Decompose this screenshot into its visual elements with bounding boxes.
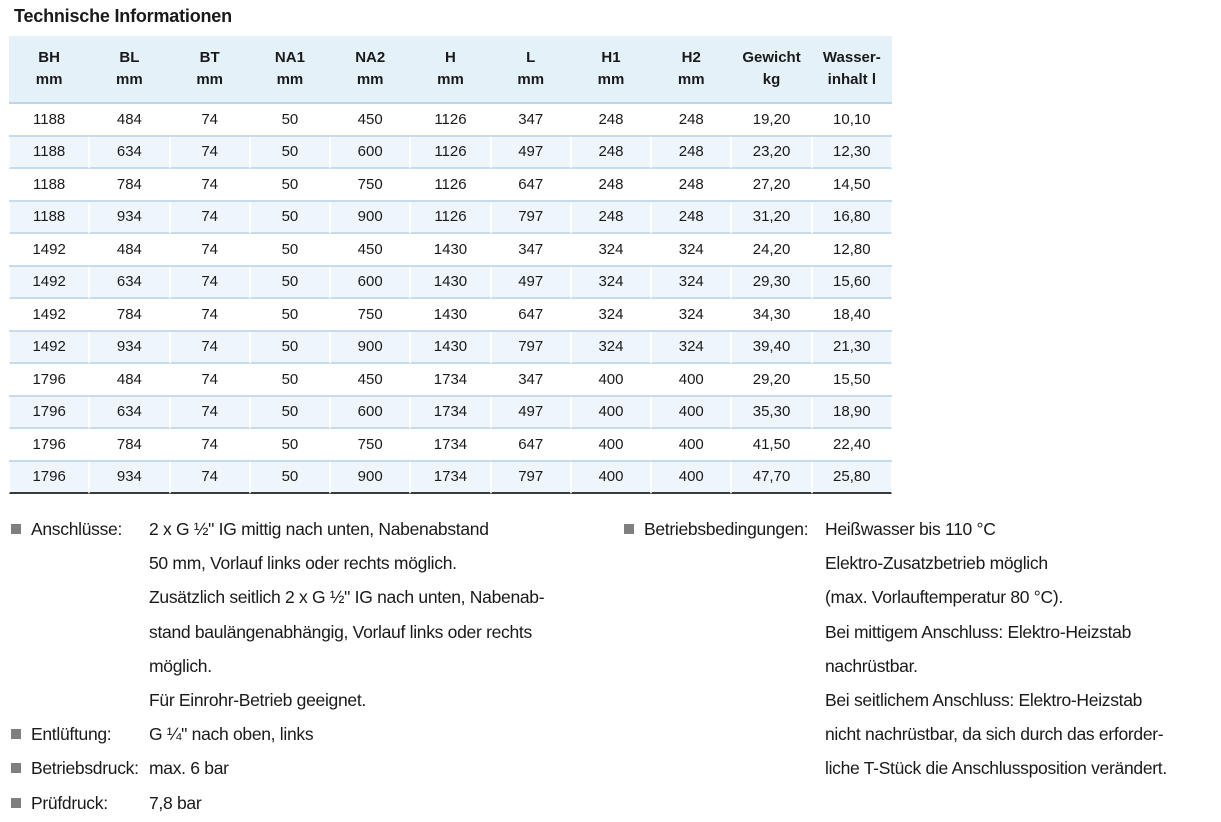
table-cell: 23,20	[731, 137, 811, 170]
spec-value: stand baulängenabhängig, Vorlauf links oder rechts	[149, 621, 532, 642]
table-cell: 497	[491, 137, 571, 170]
table-cell: 934	[89, 462, 169, 495]
table-cell: 248	[651, 137, 731, 170]
table-cell: 74	[170, 397, 250, 430]
table-cell: 1188	[9, 104, 89, 137]
table-cell: 347	[491, 234, 571, 267]
table-cell: 347	[491, 364, 571, 397]
spec-line	[11, 580, 611, 614]
table-cell: 497	[491, 267, 571, 300]
table-cell: 600	[330, 397, 410, 430]
table-cell: 21,30	[812, 332, 892, 365]
spec-label: Anschlüsse:	[31, 519, 123, 539]
spec-value: G ¼" nach oben, links	[149, 724, 314, 745]
table-cell: 19,20	[731, 104, 811, 137]
table-cell: 50	[250, 169, 330, 202]
table-cell: 248	[651, 104, 731, 137]
table-cell: 74	[170, 137, 250, 170]
table-row	[9, 169, 892, 202]
table-cell: 400	[571, 429, 651, 462]
table-cell: 1430	[410, 234, 490, 267]
table-cell: 1734	[410, 462, 490, 495]
table-cell: 1796	[9, 364, 89, 397]
table-cell: 41,50	[731, 429, 811, 462]
table-cell: 900	[330, 332, 410, 365]
specs-list-left	[11, 512, 611, 820]
column-header-unit: mm	[35, 71, 63, 88]
spec-line	[624, 649, 1214, 683]
table-cell: 1492	[9, 299, 89, 332]
column-header-name: NA1	[274, 49, 305, 66]
spec-line	[11, 751, 611, 785]
square-bullet-icon	[624, 524, 634, 534]
table-cell: 450	[330, 104, 410, 137]
spec-line	[624, 615, 1214, 649]
table-cell: 900	[330, 462, 410, 495]
table-cell: 1734	[410, 429, 490, 462]
table-row	[9, 267, 892, 300]
table-cell: 600	[330, 267, 410, 300]
table-cell: 784	[89, 169, 169, 202]
square-bullet-icon	[11, 798, 21, 808]
column-header-name: H	[445, 49, 456, 66]
spec-line	[624, 717, 1214, 751]
spec-value: 2 x G ½" IG mittig nach unten, Nabenabstand	[149, 519, 489, 539]
table-cell: 1796	[9, 462, 89, 495]
table-cell: 324	[651, 267, 731, 300]
column-header-name: Gewicht	[742, 49, 801, 66]
spec-value: Zusätzlich seitlich 2 x G ½" IG nach unten, Nabenab-	[149, 587, 545, 608]
table-cell: 784	[89, 299, 169, 332]
spec-value: Bei seitlichem Anschluss: Elektro-Heizstab	[825, 689, 1143, 710]
table-cell: 248	[571, 169, 651, 202]
table-row	[9, 332, 892, 365]
table-cell: 1430	[410, 299, 490, 332]
table-cell: 324	[651, 234, 731, 267]
table-cell: 347	[491, 104, 571, 137]
column-header-name: L	[526, 49, 536, 66]
table-cell: 74	[170, 429, 250, 462]
table-cell: 74	[170, 364, 250, 397]
table-cell: 1188	[9, 137, 89, 170]
table-cell: 50	[250, 429, 330, 462]
spec-value: (max. Vorlauftemperatur 80 °C).	[825, 587, 1063, 608]
spec-line	[11, 546, 611, 580]
table-cell: 400	[571, 397, 651, 430]
spec-value: möglich.	[149, 655, 212, 676]
table-cell: 1796	[9, 397, 89, 430]
table-cell: 14,50	[812, 169, 892, 202]
page-title: Technische Informationen	[14, 6, 232, 26]
table-cell: 750	[330, 169, 410, 202]
spec-line	[624, 751, 1214, 785]
spec-line	[624, 683, 1214, 717]
table-cell: 784	[89, 429, 169, 462]
table-row	[9, 104, 892, 137]
table-cell: 1188	[9, 169, 89, 202]
column-header	[9, 36, 89, 104]
table-cell: 74	[170, 267, 250, 300]
spec-label: Prüfdruck:	[31, 792, 108, 813]
spec-value: nachrüstbar.	[825, 655, 918, 676]
table-cell: 15,50	[812, 364, 892, 397]
spec-line	[624, 546, 1214, 580]
column-header	[330, 36, 410, 104]
table-cell: 634	[89, 267, 169, 300]
table-cell: 248	[571, 104, 651, 137]
column-header-name: BT	[199, 49, 220, 66]
table-cell: 50	[250, 332, 330, 365]
table-cell: 750	[330, 299, 410, 332]
table-cell: 497	[491, 397, 571, 430]
table-cell: 50	[250, 267, 330, 300]
spec-line	[624, 512, 1214, 546]
table-cell: 934	[89, 332, 169, 365]
table-cell: 1126	[410, 104, 490, 137]
table-header-row	[9, 36, 892, 104]
spec-value: liche T-Stück die Anschlussposition verändert.	[825, 758, 1167, 779]
spec-label: Entlüftung:	[31, 724, 112, 745]
table-cell: 248	[571, 137, 651, 170]
table-cell: 50	[250, 364, 330, 397]
spec-line	[11, 615, 611, 649]
table-cell: 27,20	[731, 169, 811, 202]
table-cell: 16,80	[812, 202, 892, 235]
column-header-unit: mm	[276, 71, 304, 88]
column-header-name: H2	[681, 49, 701, 66]
table-row	[9, 364, 892, 397]
table-cell: 248	[651, 169, 731, 202]
table-cell: 647	[491, 299, 571, 332]
table-cell: 35,30	[731, 397, 811, 430]
table-cell: 647	[491, 429, 571, 462]
column-header-unit: mm	[517, 71, 545, 88]
table-cell: 12,30	[812, 137, 892, 170]
table-cell: 1126	[410, 169, 490, 202]
table-cell: 634	[89, 137, 169, 170]
column-header-name: NA2	[355, 49, 386, 66]
table-cell: 484	[89, 104, 169, 137]
table-cell: 25,80	[812, 462, 892, 495]
table-cell: 12,80	[812, 234, 892, 267]
table-row	[9, 429, 892, 462]
table-cell: 750	[330, 429, 410, 462]
table-cell: 1734	[410, 364, 490, 397]
table-cell: 248	[571, 202, 651, 235]
table-cell: 484	[89, 234, 169, 267]
square-bullet-icon	[11, 763, 21, 773]
table-cell: 484	[89, 364, 169, 397]
table-cell: 74	[170, 169, 250, 202]
spec-line	[11, 683, 611, 717]
table-cell: 797	[491, 202, 571, 235]
spec-line	[624, 580, 1214, 614]
table-cell: 50	[250, 104, 330, 137]
table-cell: 1126	[410, 137, 490, 170]
table-cell: 248	[651, 202, 731, 235]
spec-label: Betriebsbedingungen:	[644, 519, 809, 539]
column-header-unit: mm	[356, 71, 384, 88]
table-cell: 324	[571, 332, 651, 365]
table-cell: 29,20	[731, 364, 811, 397]
square-bullet-icon	[11, 729, 21, 739]
column-header-name: BH	[38, 49, 60, 66]
table-cell: 450	[330, 234, 410, 267]
table-row	[9, 397, 892, 430]
spec-label: Betriebsdruck:	[31, 758, 139, 779]
table-cell: 324	[571, 267, 651, 300]
column-header	[731, 36, 811, 104]
table-cell: 400	[571, 462, 651, 495]
table-cell: 50	[250, 137, 330, 170]
table-cell: 74	[170, 202, 250, 235]
table-cell: 29,30	[731, 267, 811, 300]
spec-value: Elektro-Zusatzbetrieb möglich	[825, 553, 1048, 574]
column-header	[410, 36, 490, 104]
table-cell: 74	[170, 234, 250, 267]
spec-value: Heißwasser bis 110 °C	[825, 519, 996, 539]
table-cell: 324	[571, 234, 651, 267]
table-cell: 22,40	[812, 429, 892, 462]
column-header	[491, 36, 571, 104]
spec-value: nicht nachrüstbar, da sich durch das erforder-	[825, 724, 1164, 745]
column-header-unit: mm	[196, 71, 223, 88]
table-cell: 1430	[410, 267, 490, 300]
specs-list-right	[624, 512, 1214, 786]
table-cell: 400	[651, 462, 731, 495]
spec-line	[11, 786, 611, 820]
table-cell: 324	[651, 332, 731, 365]
table-cell: 324	[571, 299, 651, 332]
column-header-unit: mm	[597, 71, 625, 88]
table-cell: 1796	[9, 429, 89, 462]
column-header-name: Wasser-	[822, 49, 881, 66]
table-cell: 74	[170, 462, 250, 495]
spec-line	[11, 649, 611, 683]
table-cell: 34,30	[731, 299, 811, 332]
spec-value: 7,8 bar	[149, 792, 202, 813]
table-cell: 1126	[410, 202, 490, 235]
technical-data-table	[9, 36, 892, 494]
table-cell: 24,20	[731, 234, 811, 267]
column-header-unit: mm	[437, 71, 464, 88]
table-cell: 39,40	[731, 332, 811, 365]
column-header	[651, 36, 731, 104]
column-header	[89, 36, 169, 104]
spec-value: 50 mm, Vorlauf links oder rechts möglich.	[149, 553, 457, 574]
table-cell: 634	[89, 397, 169, 430]
table-cell: 450	[330, 364, 410, 397]
table-row	[9, 462, 892, 495]
table-row	[9, 299, 892, 332]
table-cell: 400	[651, 364, 731, 397]
table-cell: 31,20	[731, 202, 811, 235]
table-cell: 18,40	[812, 299, 892, 332]
table-body	[9, 104, 892, 494]
table-row	[9, 137, 892, 170]
spec-value: max. 6 bar	[149, 758, 229, 779]
table-cell: 10,10	[812, 104, 892, 137]
table-cell: 900	[330, 202, 410, 235]
spec-value: Bei mittigem Anschluss: Elektro-Heizstab	[825, 621, 1132, 642]
table-cell: 400	[571, 364, 651, 397]
column-header-name: BL	[119, 49, 140, 66]
table-cell: 1188	[9, 202, 89, 235]
table-cell: 15,60	[812, 267, 892, 300]
table-cell: 1492	[9, 234, 89, 267]
table-cell: 74	[170, 104, 250, 137]
spec-value: Für Einrohr-Betrieb geeignet.	[149, 689, 366, 710]
column-header-unit: kg	[762, 71, 781, 88]
table-cell: 50	[250, 234, 330, 267]
table-cell: 1430	[410, 332, 490, 365]
table-cell: 50	[250, 202, 330, 235]
table-cell: 50	[250, 299, 330, 332]
spec-line	[11, 717, 611, 751]
table-cell: 647	[491, 169, 571, 202]
column-header-unit: inhalt l	[827, 71, 876, 88]
spec-line	[11, 512, 611, 546]
column-header-name: H1	[601, 49, 621, 66]
column-header	[250, 36, 330, 104]
column-header-unit: mm	[116, 71, 143, 88]
table-cell: 400	[651, 397, 731, 430]
column-header	[571, 36, 651, 104]
table-cell: 74	[170, 332, 250, 365]
column-header	[812, 36, 892, 104]
column-header	[170, 36, 250, 104]
table-cell: 600	[330, 137, 410, 170]
table-row	[9, 202, 892, 235]
table-cell: 74	[170, 299, 250, 332]
table-cell: 1492	[9, 267, 89, 300]
table-cell: 324	[651, 299, 731, 332]
column-header-unit: mm	[677, 71, 705, 88]
table-cell: 797	[491, 332, 571, 365]
table-cell: 50	[250, 462, 330, 495]
table-cell: 1492	[9, 332, 89, 365]
table-cell: 18,90	[812, 397, 892, 430]
table-cell: 797	[491, 462, 571, 495]
table-cell: 934	[89, 202, 169, 235]
table-cell: 47,70	[731, 462, 811, 495]
table-row	[9, 234, 892, 267]
table-cell: 50	[250, 397, 330, 430]
square-bullet-icon	[11, 524, 21, 534]
table-cell: 1734	[410, 397, 490, 430]
table-cell: 400	[651, 429, 731, 462]
